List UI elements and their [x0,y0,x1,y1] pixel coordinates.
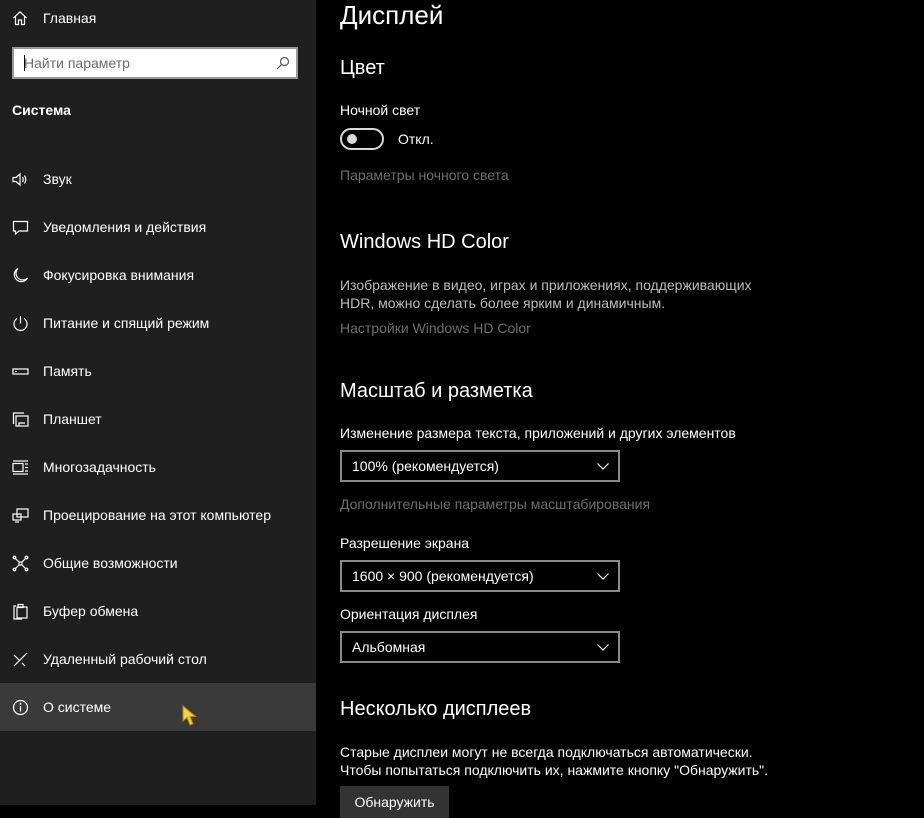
sidebar-nav [0,155,316,731]
notification-icon [12,219,29,236]
sidebar-item-label: Фокусировка внимания [43,267,195,283]
power-icon [12,315,29,332]
main-content [316,0,924,810]
sidebar-item-multitasking[interactable] [0,443,316,491]
orientation-label: Ориентация дисплея [340,606,478,622]
sidebar-item-storage[interactable] [0,347,316,395]
chevron-down-icon [596,640,610,654]
sidebar-item-shared[interactable] [0,539,316,587]
sidebar-item-label: Звук [43,171,72,187]
sidebar-item-label: О системе [43,699,112,715]
sidebar-item-label: Питание и спящий режим [43,315,210,331]
sidebar-item-clipboard[interactable] [0,587,316,635]
hdr-description [340,276,752,312]
sidebar-item-label: Уведомления и действия [43,219,207,235]
scale-dropdown-value: 100% (рекомендуется) [352,458,499,474]
search-box[interactable] [12,47,298,79]
sidebar-item-notifications[interactable] [0,203,316,251]
text-caret [24,55,25,71]
sidebar-item-label: Память [43,363,92,379]
search-input[interactable] [24,55,276,71]
chevron-down-icon [596,459,610,473]
night-light-settings-link[interactable]: Параметры ночного света [340,167,509,183]
multi-display-description [340,743,768,779]
moon-icon [12,267,29,284]
sidebar-item-projection[interactable] [0,491,316,539]
home-link[interactable] [12,6,96,30]
advanced-scaling-link[interactable]: Дополнительные параметры масштабирования [340,496,651,512]
resolution-label: Разрешение экрана [340,535,470,551]
search-icon[interactable] [276,56,290,70]
speaker-icon [12,171,29,188]
sidebar-item-label: Удаленный рабочий стол [43,651,207,667]
resolution-dropdown-value: 1600 × 900 (рекомендуется) [352,568,534,584]
sidebar-item-label: Планшет [43,411,102,427]
detect-button[interactable] [340,786,449,818]
sidebar-item-label: Общие возможности [43,555,178,571]
info-icon [12,699,29,716]
sidebar-item-sound[interactable] [0,155,316,203]
sidebar-item-about[interactable] [0,683,316,731]
sidebar-item-tablet[interactable] [0,395,316,443]
hdr-settings-link[interactable]: Настройки Windows HD Color [340,320,531,336]
hdr-description-line: Изображение в видео, играх и приложениях, поддерживающих [340,277,752,293]
page-title: Дисплей [340,0,444,30]
tablet-icon [12,411,29,428]
color-heading: Цвет [340,57,385,79]
sidebar-item-remote-desktop[interactable] [0,635,316,683]
mouse-cursor-icon [182,705,198,727]
resolution-dropdown[interactable] [340,560,620,592]
shared-experiences-icon [12,555,29,572]
section-title: Система [12,102,71,118]
multitasking-icon [12,459,29,476]
sidebar-item-label: Многозадачность [43,459,156,475]
projection-icon [12,507,29,524]
orientation-dropdown[interactable] [340,631,620,663]
sidebar [0,0,316,805]
orientation-dropdown-value: Альбомная [352,639,426,655]
clipboard-icon [12,603,29,620]
remote-desktop-icon [12,651,29,668]
night-light-toggle[interactable] [340,128,384,150]
storage-icon [12,363,29,380]
night-light-state: Откл. [398,131,434,147]
scale-dropdown[interactable] [340,450,620,482]
scale-size-label: Изменение размера текста, приложений и других элементов [340,425,736,441]
home-label: Главная [43,10,97,26]
toggle-knob [347,134,357,144]
detect-button-label: Обнаружить [354,794,435,810]
multi-display-description-line: Старые дисплеи могут не всегда подключаться автоматически. [340,744,753,760]
sidebar-item-power[interactable] [0,299,316,347]
hdr-description-line: HDR, можно сделать более ярким и динамичным. [340,295,666,311]
multi-display-description-line: Чтобы попытаться подключить их, нажмите кнопку "Обнаружить". [340,762,769,778]
sidebar-item-label: Проецирование на этот компьютер [43,507,271,523]
home-icon [12,10,28,26]
night-light-label: Ночной свет [340,102,421,118]
sidebar-item-focus[interactable] [0,251,316,299]
hdr-heading: Windows HD Color [340,231,509,253]
scale-heading: Масштаб и разметка [340,380,533,402]
chevron-down-icon [596,569,610,583]
multi-display-heading: Несколько дисплеев [340,698,532,720]
night-light-toggle-group [340,128,434,150]
sidebar-item-label: Буфер обмена [43,603,139,619]
